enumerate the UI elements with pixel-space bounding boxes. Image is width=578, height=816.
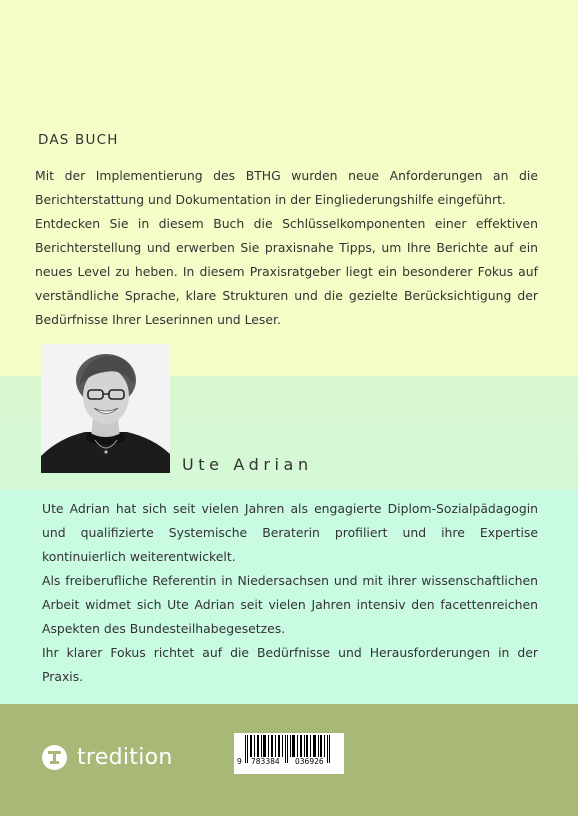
author-name: Ute Adrian bbox=[182, 455, 313, 474]
publisher-name: tredition bbox=[77, 745, 173, 770]
bio-paragraph: Ihr klarer Fokus richtet auf die Bedürfnisse und Herausforderungen in der Praxis. bbox=[42, 645, 538, 684]
bio-paragraph: Ute Adrian hat sich seit vielen Jahren als engagierte Diplom-Sozialpädagogin und qualifizierte Systemische Beraterin profiliert und ihre Expertise kontinuierlich weiterentwickelt. bbox=[42, 501, 538, 564]
blurb-paragraph: Entdecken Sie in diesem Buch die Schlüsselkomponenten einer effektiven Berichterstellung und erwerben Sie praxisnahe Tipps, um Ihre Berichte auf ein neues Level zu heben. In diesem Praxisratgeber liegt ein besonderer Fokus auf verständliche Sprache, klare Strukturen und die gezielte Berücksichtigung der Bedürfnisse Ihrer Leserinnen und Leser. bbox=[35, 216, 538, 327]
barcode-digits-right: 036926 bbox=[295, 757, 324, 766]
book-blurb bbox=[35, 164, 538, 332]
author-photo bbox=[41, 344, 170, 473]
section-title: DAS BUCH bbox=[38, 132, 119, 148]
author-bio bbox=[42, 497, 538, 689]
tredition-logo-icon bbox=[42, 745, 67, 770]
bio-paragraph: Als freiberufliche Referentin in Niedersachsen und mit ihrer wissenschaftlichen Arbeit widmet sich Ute Adrian seit vielen Jahren intensiv den facettenreichen Aspekten des Bundesteilhabegesetzes. bbox=[42, 573, 538, 636]
isbn-barcode bbox=[234, 733, 344, 774]
publisher-logo bbox=[42, 745, 173, 770]
barcode-digits-left: 783384 bbox=[251, 757, 280, 766]
blurb-paragraph: Mit der Implementierung des BTHG wurden neue Anforderungen an die Berichterstattung und Dokumentation in der Eingliederungshilfe eingeführt. bbox=[35, 168, 538, 207]
barcode-lead-digit: 9 bbox=[237, 757, 242, 766]
